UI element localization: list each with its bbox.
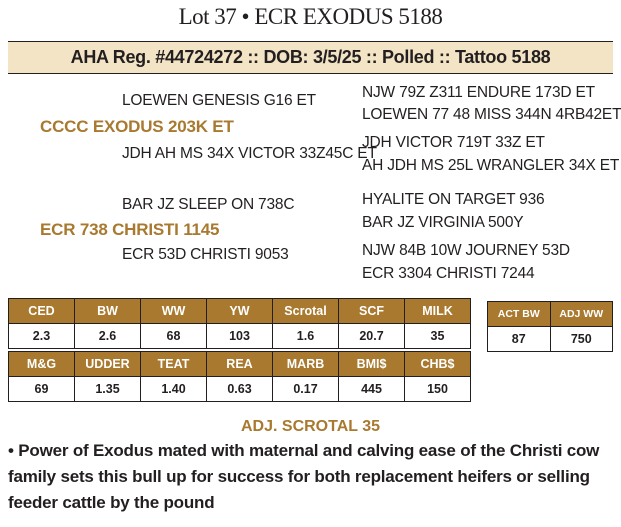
sire-sire: LOEWEN GENESIS G16 ET xyxy=(122,92,316,109)
dam-dam: ECR 53D CHRISTI 9053 xyxy=(122,246,289,263)
dam-name: ECR 738 CHRISTI 1145 xyxy=(40,220,220,239)
sire-sire-sire: NJW 79Z Z311 ENDURE 173D ET xyxy=(362,84,595,101)
sire-dam-sire: JDH VICTOR 719T 33Z ET xyxy=(362,134,545,151)
dam-dam-sire: NJW 84B 10W JOURNEY 53D xyxy=(362,242,570,259)
epd-header: YW xyxy=(207,299,273,324)
epd-value: 2.3 xyxy=(9,324,75,349)
epd-header: SCF xyxy=(339,299,405,324)
actual-value: 87 xyxy=(488,327,551,352)
epd-table-2 xyxy=(8,351,471,402)
epd-value: 445 xyxy=(339,377,405,402)
epd-header: CED xyxy=(9,299,75,324)
epd-value: 35 xyxy=(405,324,471,349)
epd-header: BW xyxy=(75,299,141,324)
epd-value: 150 xyxy=(405,377,471,402)
registration-bar: AHA Reg. #44724272 :: DOB: 3/5/25 :: Polled :: Tattoo 5188 xyxy=(8,41,613,74)
epd-value: 69 xyxy=(9,377,75,402)
epd-value: 1.35 xyxy=(75,377,141,402)
sire-dam: JDH AH MS 34X VICTOR 33Z45C ET xyxy=(122,145,377,162)
epd-value: 68 xyxy=(141,324,207,349)
epd-header: MILK xyxy=(405,299,471,324)
actual-header-row xyxy=(488,302,613,327)
epd-value: 0.63 xyxy=(207,377,273,402)
epd-value: 2.6 xyxy=(75,324,141,349)
epd-header-row xyxy=(9,352,471,377)
epd-value: 0.17 xyxy=(273,377,339,402)
lot-title: Lot 37 • ECR EXODUS 5188 xyxy=(178,4,443,29)
actual-value: 750 xyxy=(550,327,613,352)
epd-header: WW xyxy=(141,299,207,324)
actual-value-row xyxy=(488,327,613,352)
epd-value-row xyxy=(9,324,471,349)
epd-header: CHB$ xyxy=(405,352,471,377)
dam-sire: BAR JZ SLEEP ON 738C xyxy=(122,196,295,213)
epd-value: 1.6 xyxy=(273,324,339,349)
adj-scrotal: ADJ. SCROTAL 35 xyxy=(241,418,380,435)
actual-header: ACT BW xyxy=(488,302,551,327)
epd-header-row xyxy=(9,299,471,324)
epd-header: Scrotal xyxy=(273,299,339,324)
sire-sire-dam: LOEWEN 77 48 MISS 344N 4RB42ET xyxy=(362,106,621,123)
epd-value-row xyxy=(9,377,471,402)
epd-header: MARB xyxy=(273,352,339,377)
epd-value: 103 xyxy=(207,324,273,349)
sire-name: CCCC EXODUS 203K ET xyxy=(40,117,234,136)
actual-weights-table xyxy=(487,301,613,352)
epd-header: REA xyxy=(207,352,273,377)
sire-dam-dam: AH JDH MS 25L WRANGLER 34X ET xyxy=(362,157,620,174)
dam-sire-dam: BAR JZ VIRGINIA 500Y xyxy=(362,214,524,231)
epd-header: UDDER xyxy=(75,352,141,377)
dam-dam-dam: ECR 3304 CHRISTI 7244 xyxy=(362,265,535,282)
epd-table-1 xyxy=(8,298,471,349)
epd-header: BMI$ xyxy=(339,352,405,377)
lot-description: • Power of Exodus mated with maternal and calving ease of the Christi cow family sets this bull up for success for both replacement heifers or selling feeder cattle by the pound xyxy=(8,441,600,512)
epd-value: 1.40 xyxy=(141,377,207,402)
epd-value: 20.7 xyxy=(339,324,405,349)
dam-sire-sire: HYALITE ON TARGET 936 xyxy=(362,191,545,208)
epd-header: M&G xyxy=(9,352,75,377)
epd-header: TEAT xyxy=(141,352,207,377)
actual-header: ADJ WW xyxy=(550,302,613,327)
